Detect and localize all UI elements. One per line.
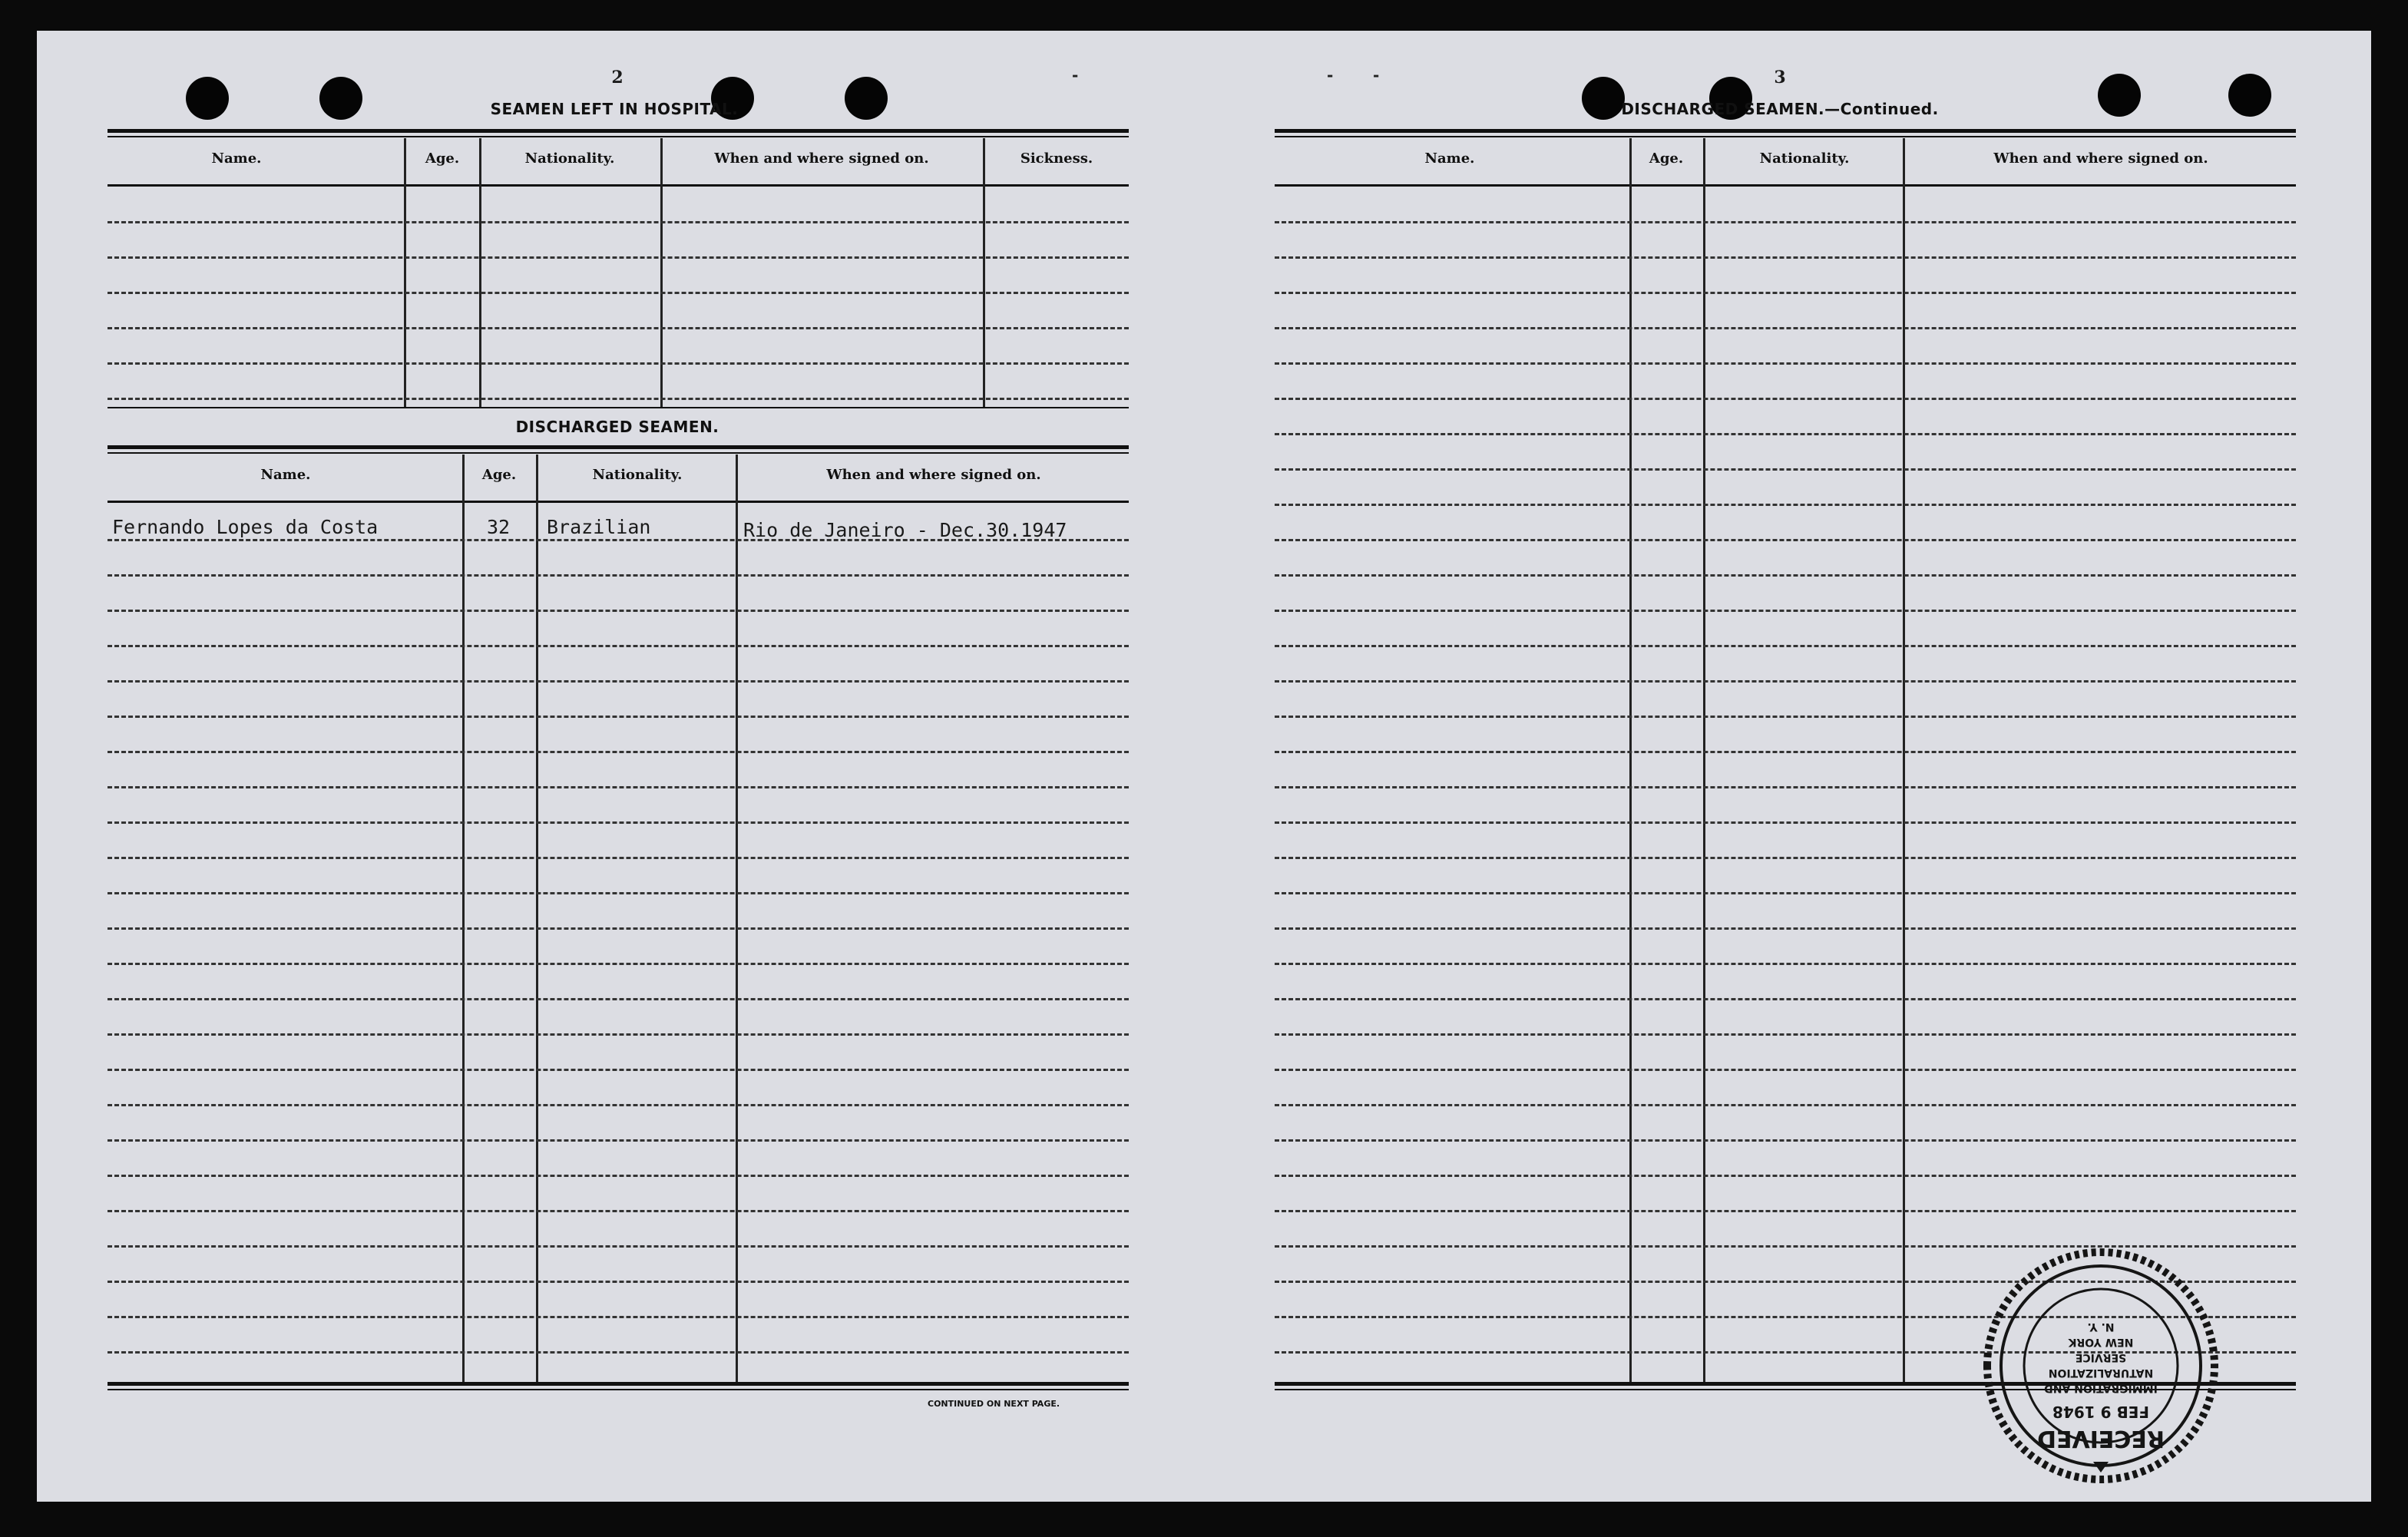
right-header-age: Age.	[1649, 150, 1684, 167]
right-row-line	[1275, 998, 2296, 1000]
right-row-line	[1275, 1139, 2296, 1142]
discharged-header-signed-on: When and where signed on.	[826, 467, 1041, 483]
discharged-row-line	[108, 610, 1129, 612]
stamp-line2: NATURALIZATION	[2048, 1367, 2154, 1379]
discharged-row-line	[108, 680, 1129, 683]
discharged-row-line	[108, 1033, 1129, 1036]
hospital-col-divider	[660, 138, 663, 407]
hospital-header-name: Name.	[211, 150, 262, 167]
right-row-line	[1275, 398, 2296, 400]
discharged-row-line	[108, 574, 1129, 577]
discharged-row-signed-on: Rio de Janeiro - Dec.30.1947	[743, 519, 1067, 541]
stray-mark: -	[1327, 66, 1334, 84]
hospital-row-line	[108, 292, 1129, 294]
page-number: 2	[611, 68, 624, 88]
discharged-row-line	[108, 963, 1129, 965]
discharged-row-nationality: Brazilian	[547, 516, 651, 538]
discharged-row-line	[108, 1316, 1129, 1318]
right-row-line	[1275, 221, 2296, 223]
right-row-line	[1275, 645, 2296, 647]
punch-hole	[186, 77, 229, 120]
stamp-date: FEB 9 1948	[2052, 1403, 2150, 1421]
discharged-row-line	[108, 1281, 1129, 1283]
stamp-line5: N. Y.	[2087, 1320, 2115, 1333]
right-header-name: Name.	[1424, 150, 1475, 167]
hospital-row-line	[108, 221, 1129, 223]
top-rule	[1275, 129, 2296, 133]
discharged-row-line	[108, 1210, 1129, 1212]
stamp-received: RECEIVED	[2037, 1425, 2165, 1452]
discharged-section-title: DISCHARGED SEAMEN.	[515, 418, 719, 436]
right-row-line	[1275, 892, 2296, 894]
discharged-row-line	[108, 1069, 1129, 1071]
right-row-line	[1275, 610, 2296, 612]
right-row-line	[1275, 821, 2296, 824]
punch-hole	[2228, 74, 2271, 117]
right-row-line	[1275, 1033, 2296, 1036]
discharged-top-rule	[108, 445, 1129, 449]
hospital-row-line	[108, 256, 1129, 259]
continued-note: CONTINUED ON NEXT PAGE.	[928, 1399, 1060, 1409]
discharged-row-line	[108, 1104, 1129, 1106]
right-row-line	[1275, 680, 2296, 683]
discharged-header-name: Name.	[260, 467, 311, 483]
punch-hole	[319, 77, 362, 120]
discharged-row-line	[108, 998, 1129, 1000]
right-header-rule	[1275, 184, 2296, 187]
discharged-row-line	[108, 927, 1129, 930]
discharged-header-rule	[108, 501, 1129, 503]
right-row-line	[1275, 256, 2296, 259]
right-row-line	[1275, 963, 2296, 965]
discharged-row-line	[108, 751, 1129, 753]
right-row-line	[1275, 574, 2296, 577]
top-rule-thin	[1275, 136, 2296, 137]
right-row-line	[1275, 327, 2296, 329]
right-col-divider	[1903, 138, 1905, 1382]
right-row-line	[1275, 927, 2296, 930]
right-row-line	[1275, 504, 2296, 506]
right-row-line	[1275, 1104, 2296, 1106]
right-row-line	[1275, 857, 2296, 859]
stamp-line1: IMMIGRATION AND	[2044, 1382, 2158, 1394]
hospital-section-title: SEAMEN LEFT IN HOSPITAL.	[490, 100, 739, 118]
right-row-line	[1275, 1069, 2296, 1071]
right-col-divider	[1629, 138, 1632, 1382]
hospital-header-nationality: Nationality.	[524, 150, 615, 167]
hospital-row-line	[108, 327, 1129, 329]
right-row-line	[1275, 751, 2296, 753]
discharged-row-line	[108, 645, 1129, 647]
discharged-bottom-rule-thin	[108, 1389, 1129, 1390]
stamp-line3: SERVICE	[2075, 1351, 2127, 1363]
discharged-bottom-rule	[108, 1382, 1129, 1386]
hospital-col-divider	[983, 138, 985, 407]
top-rule	[108, 129, 1129, 133]
hospital-header-rule	[108, 184, 1129, 187]
discharged-row-age: 32	[487, 516, 511, 538]
right-row-line	[1275, 786, 2296, 788]
discharged-row-line	[108, 821, 1129, 824]
discharged-header-nationality: Nationality.	[592, 467, 683, 483]
hospital-header-signed-on: When and where signed on.	[714, 150, 929, 167]
hospital-header-age: Age.	[425, 150, 460, 167]
stamp-line4: NEW YORK	[2068, 1336, 2134, 1348]
stray-mark: -	[1373, 66, 1380, 84]
hospital-col-divider	[404, 138, 406, 407]
discharged-row-line	[108, 892, 1129, 894]
stray-mark: -	[1072, 66, 1079, 84]
discharged-row-line	[108, 716, 1129, 718]
discharged-row-line	[108, 1139, 1129, 1142]
right-row-line	[1275, 362, 2296, 365]
discharged-row-line	[108, 857, 1129, 859]
right-header-signed-on: When and where signed on.	[1993, 150, 2208, 167]
right-row-line	[1275, 292, 2296, 294]
discharged-row-line	[108, 1245, 1129, 1248]
punch-hole	[1582, 77, 1625, 120]
right-row-line	[1275, 1210, 2296, 1212]
discharged-row-line	[108, 1351, 1129, 1354]
punch-hole	[2098, 74, 2141, 117]
hospital-col-divider	[479, 138, 481, 407]
right-row-line	[1275, 716, 2296, 718]
right-col-divider	[1703, 138, 1705, 1382]
discharged-row-name: Fernando Lopes da Costa	[112, 516, 379, 538]
right-row-line	[1275, 468, 2296, 471]
received-stamp	[1978, 1239, 2224, 1492]
discharged-top-rule-thin	[108, 452, 1129, 454]
discharged-row-line	[108, 786, 1129, 788]
discharged-continued-title: DISCHARGED SEAMEN.—Continued.	[1621, 100, 1939, 118]
discharged-header-age: Age.	[481, 467, 517, 483]
hospital-header-sickness: Sickness.	[1020, 150, 1093, 167]
right-row-line	[1275, 433, 2296, 435]
page-number: 3	[1774, 68, 1786, 88]
punch-hole	[845, 77, 888, 120]
right-row-line	[1275, 539, 2296, 541]
top-rule-thin	[108, 136, 1129, 137]
hospital-row-line	[108, 398, 1129, 400]
hospital-bottom-rule	[108, 407, 1129, 408]
right-header-nationality: Nationality.	[1759, 150, 1850, 167]
discharged-row-line	[108, 1175, 1129, 1177]
right-row-line	[1275, 1175, 2296, 1177]
hospital-row-line	[108, 362, 1129, 365]
